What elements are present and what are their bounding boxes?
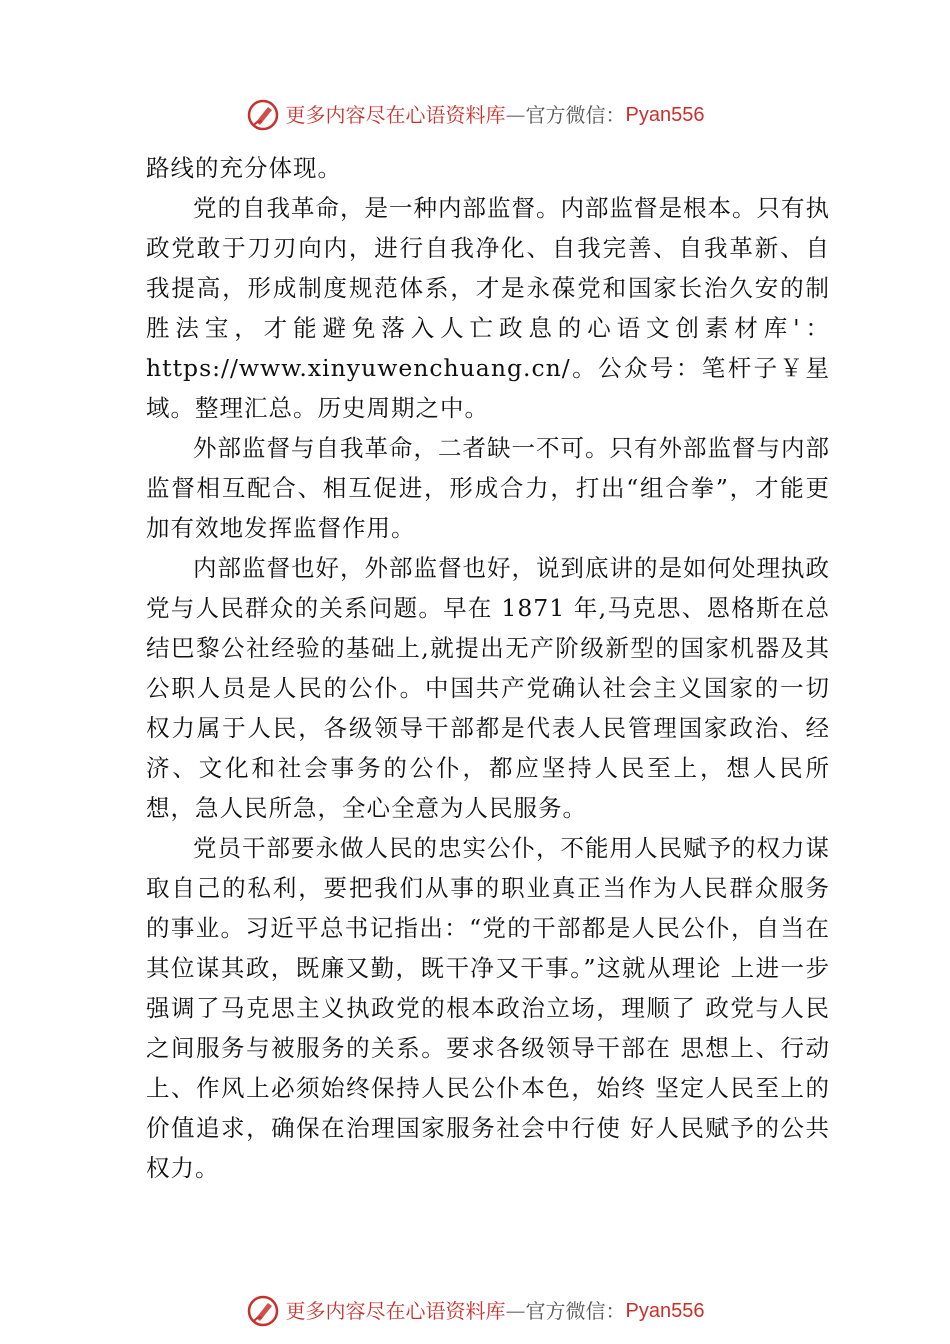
- banner-contact-id: Pyan556: [625, 1300, 705, 1322]
- banner-contact-id: Pyan556: [625, 104, 705, 126]
- banner-contact-label: 官方微信：: [525, 103, 626, 127]
- pen-nib-logo-icon: [246, 98, 280, 132]
- banner-dash: —: [505, 1299, 526, 1323]
- paragraph-external-supervision: 外部监督与自我革命，二者缺一不可。只有外部监督与内部监督相互配合、相互促进，形成合力，打出“组合拳”，才能更加有效地发挥监督作用。: [146, 434, 830, 542]
- banner-dash: —: [505, 103, 526, 127]
- footer-banner: [0, 1294, 950, 1328]
- pen-nib-logo-icon: [246, 1294, 280, 1328]
- paragraph-public-servants: 党员干部要永做人民的忠实公仆，不能用人民赋予的权力谋取自己的私利，要把我们从事的职业真正当作为人民群众服务的事业。习近平总书记指出：“党的干部都是人民公仆，自当在其位谋其政，既廉又勤，既干净又干事。”这就从理论 上进一步强调了马克思主义执政党的根本政治立场，理顺了 政党与人民之间服务与被服务的关系。要求各级领导干部在 思想上、行动上、作风上必须始终保持人民公仆本色，始终 坚定人民至上的价值追求，确保在治理国家服务社会中行使 好人民赋予的公共权力。: [146, 834, 830, 1182]
- paragraph-party-people-relation: 内部监督也好，外部监督也好，说到底讲的是如何处理执政党与人民群众的关系问题。早在 1871 年,马克思、恩格斯在总结巴黎公社经验的基础上,就提出无产阶级新型的国家机器及其公职人员是人民的公仆。中国共产党确认社会主义国家的一切权力属于人民，各级领导干部都是代表人民管理国家政治、经济、文化和社会事务的公仆，都应坚持人民至上，想人民所想，急人民所急，全心全意为人民服务。: [146, 554, 830, 822]
- document-body: [146, 148, 830, 1188]
- banner-lead-text: 更多内容尽在心语资料库: [285, 1299, 506, 1323]
- banner-contact-label: 官方微信：: [525, 1299, 626, 1323]
- paragraph-continuation: 路线的充分体现。: [146, 154, 342, 182]
- banner-lead-text: 更多内容尽在心语资料库: [285, 103, 506, 127]
- paragraph-self-revolution: 党的自我革命，是一种内部监督。内部监督是根本。只有执政党敢于刀刃向内，进行自我净化、自我完善、自我革新、自我提高，形成制度规范体系，才是永葆党和国家长治久安的制胜法宝，才能避免落入人亡政息的心语文创素材库'：https://www.xinyuwenchuang.cn/。公众号：笔杆子￥星域。整理汇总。历史周期之中。: [146, 194, 830, 422]
- header-banner: [0, 98, 950, 132]
